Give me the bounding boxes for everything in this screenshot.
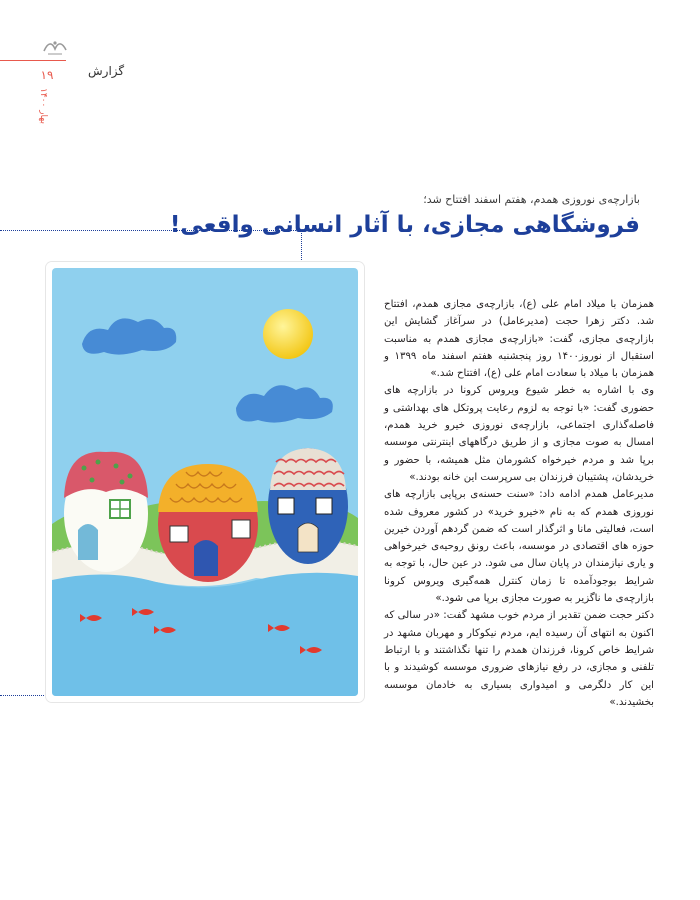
issue-date: بهار ۱۴۰۰ bbox=[38, 88, 48, 124]
section-label: گزارش bbox=[88, 64, 125, 78]
article-paragraph: همزمان با میلاد امام علی (ع)، بازارچه‌ی مجازی همدم، افتتاح شد. دکتر زهرا حجت (مدیرعامل) در سرآغاز گشایش این بازارچه‌ی مجازی، گفت: «بازارچه‌ی مجازی همدم به مناسبت استقبال از نوروز۱۴۰۰ روز پنجشنبه هفتم اسفند ماه ۱۳۹۹ و همزمان با میلاد با سعادت امام علی (ع)، افتتاح شد.» bbox=[384, 299, 654, 380]
article-paragraph: وی با اشاره به خطر شیوع ویروس کرونا در بازارچه های حضوری گفت: «با توجه به لزوم رعایت پروتکل های بهداشتی و فاصله‌گذاری اجتماعی، بازارچه‌ی نوروزی خیرو خرید همدم، امسال به صوت مجازی و از طریق درگاههای اینترنتی موسسه برپا شد و مردم خیرخواه کشورمان مثل همیشه، با حضور و خریدشان، پشتیبان فرزندان بی سرپرست این خانه بودند.» bbox=[384, 385, 654, 483]
magazine-logo-icon bbox=[42, 38, 68, 56]
page-number: ۱۹ bbox=[40, 68, 54, 82]
article-paragraph: دکتر حجت ضمن تقدیر از مردم خوب مشهد گفت: «در سالی که اکنون به انتهای آن رسیده ایم، مردم نیکوکار و مهربان مشهد در شرایط خاص کرونا، فرزندان همدم را تنها نگذاشتند و با ارتباط تلفنی و مجازی، در رفع نیازهای ضروری موسسه کوشیدند و با این کار دلگرمی و امیدواری بسیاری به خادمان موسسه بخشیدند.» bbox=[384, 610, 654, 708]
article-title: فروشگاهی مجازی، با آثار انسانی واقعی! bbox=[169, 212, 640, 238]
header-divider bbox=[0, 60, 66, 61]
article-body bbox=[384, 296, 654, 711]
article-photo bbox=[46, 262, 364, 702]
sun-icon bbox=[263, 309, 313, 359]
article-paragraph: مدیرعامل همدم ادامه داد: «سنت حسنه‌ی برپایی بازارچه های نوروزی همدم که به نام «خیرو خرید» در کشور معروف شده است، فعالیتی مانا و اثرگذار است که ضمن گردهم آوردن خیرین حوزه های اقتصادی در موسسه، باعث رونق روحیه‌ی خیرخواهی و یاری نیازمندان در پایان سال می شود. در عین حال، با توجه به شرایط بوجودآمده تا زمان کنترل همه‌گیری ویروس کرونا بازارچه‌ی ما ناگزیر به صورت مجازی برپا می شود.» bbox=[384, 489, 654, 605]
article-subtitle: بازارچه‌ی نوروزی همدم، هفتم اسفند افتتاح شد؛ bbox=[423, 193, 640, 206]
